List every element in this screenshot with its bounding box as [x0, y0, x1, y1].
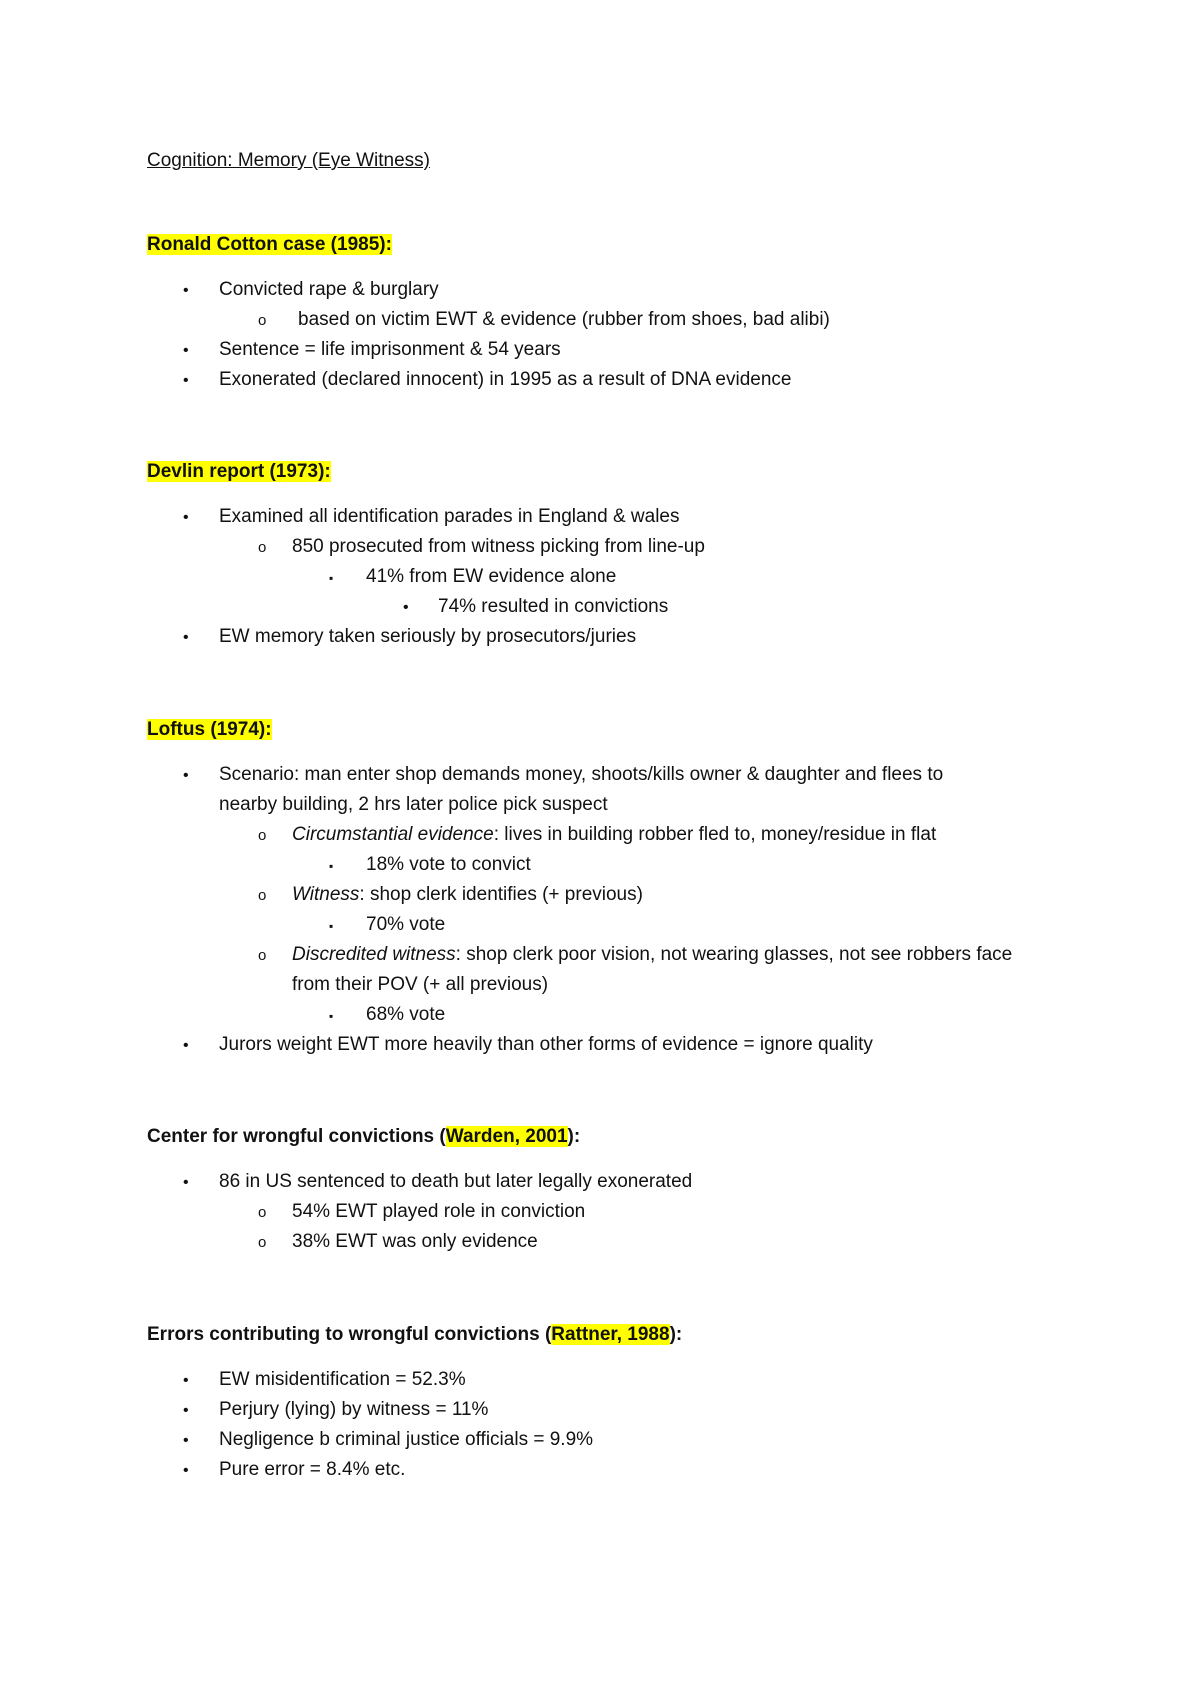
square-bullet-icon: ▪: [329, 1009, 334, 1023]
list-item: [0, 1429, 1200, 1453]
bullet-icon: •: [183, 509, 189, 526]
bullet-icon: •: [183, 1462, 189, 1479]
bullet-icon: •: [183, 1432, 189, 1449]
list-item-text: 850 prosecuted from witness picking from line-up: [292, 536, 705, 557]
list-item-text: 74% resulted in convictions: [438, 596, 669, 617]
list-item-text: EW memory taken seriously by prosecutors/juries: [219, 626, 637, 647]
heading-rattner-post: ):: [669, 1324, 683, 1345]
list-item: [0, 596, 1200, 620]
circle-bullet-icon: o: [258, 947, 267, 964]
list-item: [0, 536, 1200, 560]
list-item-text: [292, 884, 643, 906]
list-item-text: nearby building, 2 hrs later police pick suspect: [219, 794, 608, 815]
list-item: [0, 764, 1200, 788]
bullet-icon: •: [183, 342, 189, 359]
list-item: [0, 1034, 1200, 1058]
list-item: [0, 914, 1200, 938]
list-item-text: 68% vote: [366, 1004, 446, 1025]
square-bullet-icon: ▪: [329, 571, 334, 585]
condition-text: : lives in building robber fled to, money/residue in flat: [493, 824, 937, 845]
heading-devlin-text: Devlin report (1973):: [147, 461, 331, 482]
condition-text: : shop clerk poor vision, not wearing glasses, not see robbers face: [455, 944, 1013, 965]
list-item-text: Examined all identification parades in England & wales: [219, 506, 680, 527]
bullet-icon: •: [183, 1402, 189, 1419]
list-item: [0, 1399, 1200, 1423]
bullet-icon: •: [183, 1037, 189, 1054]
bullet-icon: •: [183, 372, 189, 389]
condition-label: Witness: [292, 884, 360, 905]
bullet-icon: •: [183, 282, 189, 299]
list-item-text: Convicted rape & burglary: [219, 279, 439, 300]
list-item-text: 41% from EW evidence alone: [366, 566, 617, 587]
list-item: [0, 1231, 1200, 1255]
circle-bullet-icon: o: [258, 539, 267, 556]
list-item-continuation: [0, 794, 1200, 818]
condition-label: Discredited witness: [292, 944, 456, 965]
heading-warden-pre: Center for wrongful convictions (: [147, 1126, 446, 1147]
list-item-text: Exonerated (declared innocent) in 1995 as a result of DNA evidence: [219, 369, 792, 390]
circle-bullet-icon: o: [258, 827, 267, 844]
heading-warden: [147, 1125, 580, 1149]
bullet-icon: •: [403, 599, 409, 616]
list-item: [0, 944, 1200, 968]
list-item: [0, 506, 1200, 530]
circle-bullet-icon: o: [258, 312, 267, 329]
list-item: [0, 1201, 1200, 1225]
list-item: [0, 884, 1200, 908]
list-item-text: Perjury (lying) by witness = 11%: [219, 1399, 489, 1420]
square-bullet-icon: ▪: [329, 859, 334, 873]
list-item-text: Negligence b criminal justice officials = 9.9%: [219, 1429, 594, 1450]
list-item-text: [292, 824, 936, 846]
heading-rattner-citation: Rattner, 1988: [551, 1324, 670, 1345]
heading-warden-post: ):: [567, 1126, 581, 1147]
list-item-text: Sentence = life imprisonment & 54 years: [219, 339, 561, 360]
list-item-text: Jurors weight EWT more heavily than other forms of evidence = ignore quality: [219, 1034, 873, 1055]
heading-devlin: [147, 460, 331, 484]
list-item: [0, 1004, 1200, 1028]
bullet-icon: •: [183, 767, 189, 784]
heading-warden-citation: Warden, 2001: [445, 1126, 568, 1147]
list-item-text: EW misidentification = 52.3%: [219, 1369, 466, 1390]
list-item: [0, 626, 1200, 650]
heading-loftus-text: Loftus (1974):: [147, 719, 272, 740]
bullet-icon: •: [183, 1174, 189, 1191]
heading-rattner: [147, 1323, 682, 1347]
list-item: [0, 279, 1200, 303]
heading-rattner-pre: Errors contributing to wrongful convictions (: [147, 1324, 552, 1345]
list-item: [0, 339, 1200, 363]
circle-bullet-icon: o: [258, 1204, 267, 1221]
bullet-icon: •: [183, 629, 189, 646]
heading-cotton-text: Ronald Cotton case (1985):: [147, 234, 392, 255]
heading-cotton: [147, 233, 392, 257]
list-item: [0, 1459, 1200, 1483]
list-item-text: based on victim EWT & evidence (rubber from shoes, bad alibi): [298, 309, 830, 330]
square-bullet-icon: ▪: [329, 919, 334, 933]
list-item: [0, 369, 1200, 393]
list-item-text: 18% vote to convict: [366, 854, 531, 875]
circle-bullet-icon: o: [258, 1234, 267, 1251]
list-item: [0, 566, 1200, 590]
condition-label: Circumstantial evidence: [292, 824, 494, 845]
list-item-text: 54% EWT played role in conviction: [292, 1201, 586, 1222]
list-item-text: Scenario: man enter shop demands money, shoots/kills owner & daughter and flees to: [219, 764, 944, 785]
list-item: [0, 1171, 1200, 1195]
list-item-continuation: [0, 974, 1200, 998]
list-item: [0, 309, 1200, 333]
list-item: [0, 824, 1200, 848]
list-item: [0, 854, 1200, 878]
list-item-text: 86 in US sentenced to death but later legally exonerated: [219, 1171, 693, 1192]
heading-loftus: [147, 718, 272, 742]
bullet-icon: •: [183, 1372, 189, 1389]
list-item-text: Pure error = 8.4% etc.: [219, 1459, 406, 1480]
list-item-text: 70% vote: [366, 914, 446, 935]
list-item-text: [292, 944, 1012, 966]
list-item-text: 38% EWT was only evidence: [292, 1231, 538, 1252]
list-item: [0, 1369, 1200, 1393]
list-item-text: from their POV (+ all previous): [292, 974, 549, 995]
condition-text: : shop clerk identifies (+ previous): [359, 884, 643, 905]
circle-bullet-icon: o: [258, 887, 267, 904]
document-title: Cognition: Memory (Eye Witness): [147, 150, 430, 171]
